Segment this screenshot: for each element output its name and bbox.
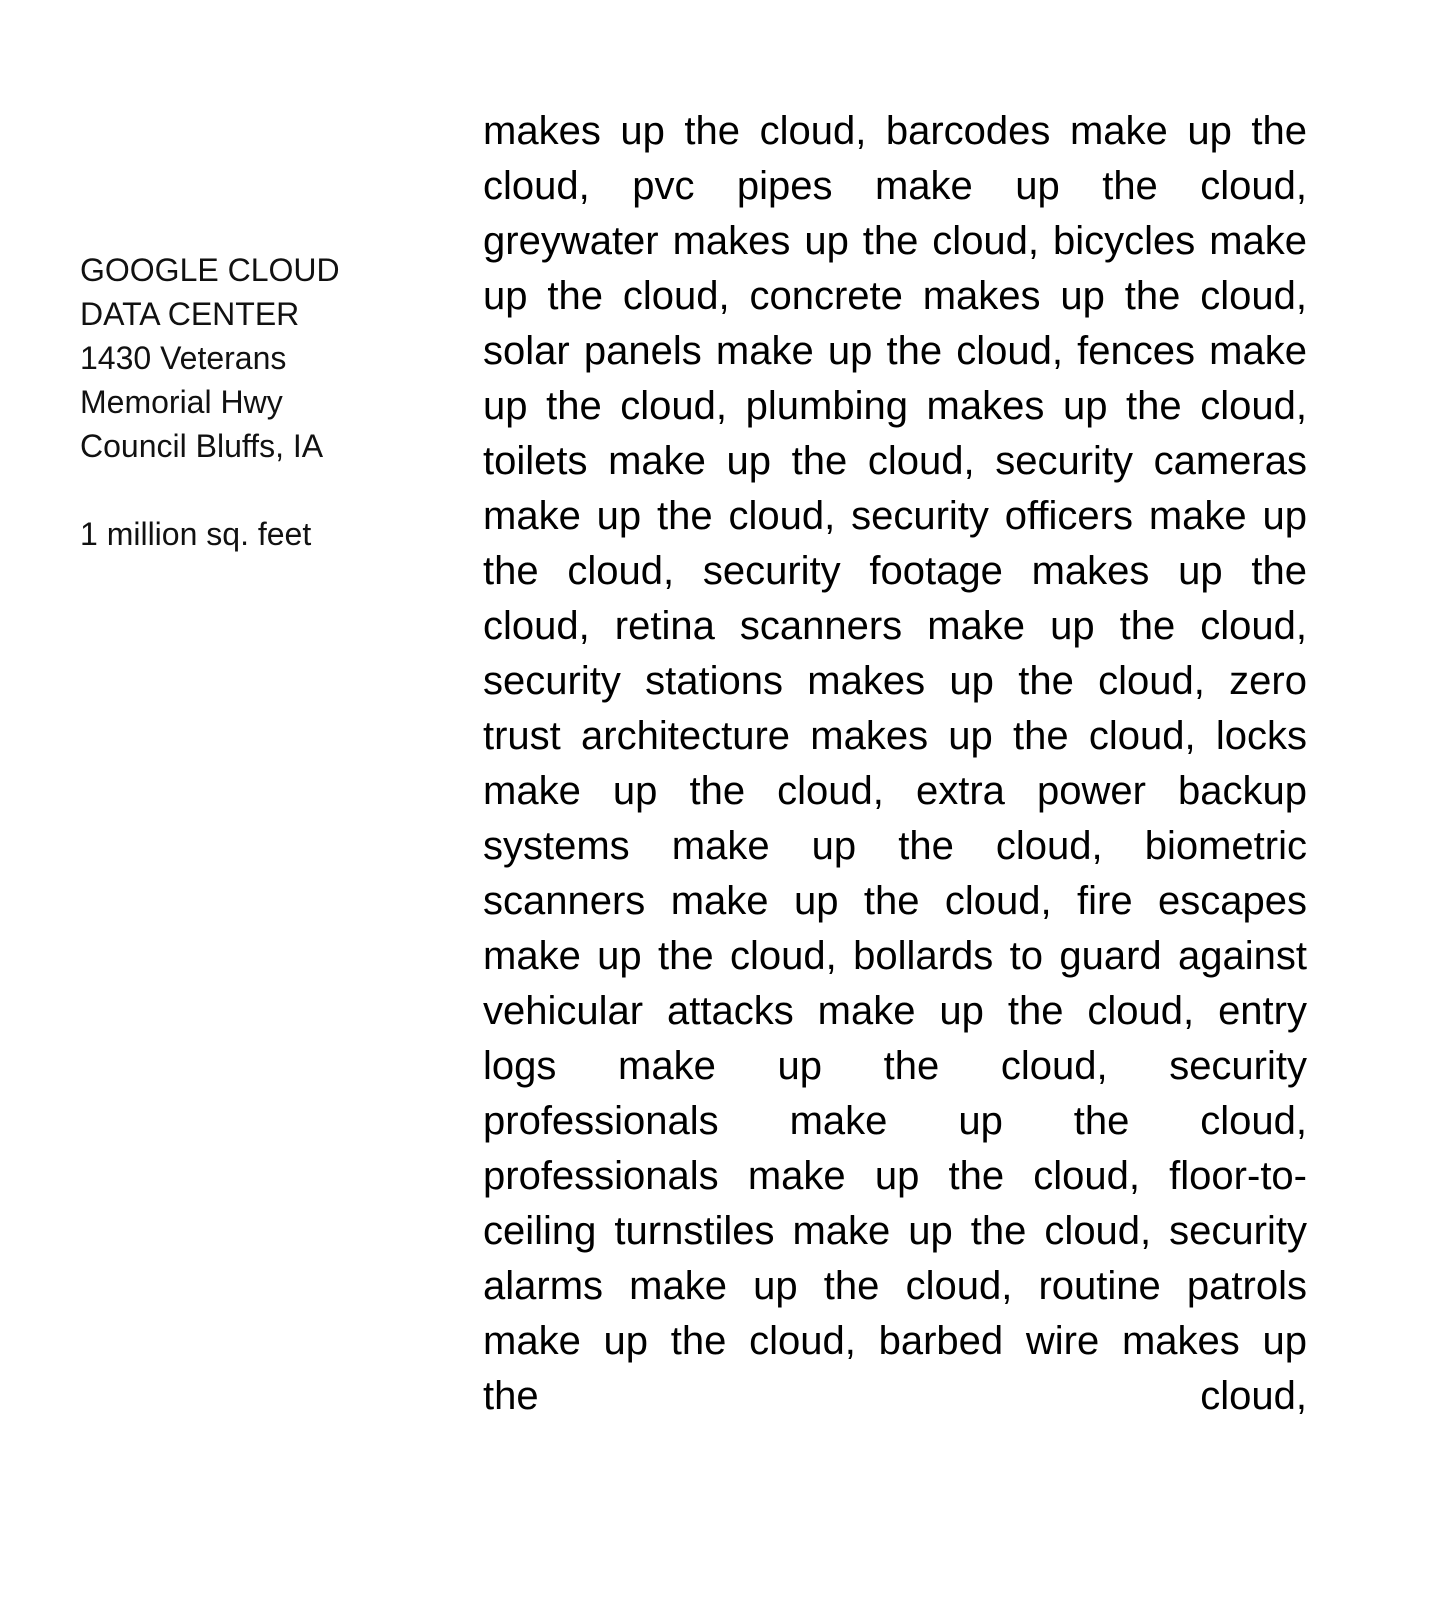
datacenter-title-line: DATA CENTER [80,296,300,332]
datacenter-address-line: 1430 Veterans [80,340,287,376]
body-text: makes up the cloud, barcodes make up the cloud, pvc pipes make up the cloud, greywater makes up the cloud, bicycles make up the cloud, concrete makes up the cloud, solar panels make up the cloud, fences make up the cloud, plumbing makes up the cloud, toilets make up the cloud, security cameras make up the cloud, security officers make up the cloud, security footage makes up the cloud, retina scanners make up the cloud, security stations makes up the cloud, zero trust architecture makes up the cloud, locks make up the cloud, extra power backup systems make up the cloud, biometric scanners make up the cloud, fire escapes make up the cloud, bollards to guard against vehicular attacks make up the cloud, entry logs make up the cloud, security professionals make up the cloud, professionals make up the cloud, floor-to-ceiling turnstiles make up the cloud, security alarms make up the cloud, routine patrols make up the cloud, barbed wire makes up the cloud, [483,109,1307,1418]
sidebar [80,248,410,556]
datacenter-title-line: GOOGLE CLOUD [80,252,340,288]
datacenter-address-line: Memorial Hwy [80,384,283,420]
datacenter-address [80,336,410,468]
datacenter-address-line: Council Bluffs, IA [80,428,324,464]
datacenter-size-stat: 1 million sq. feet [80,516,312,552]
datacenter-title [80,248,410,336]
